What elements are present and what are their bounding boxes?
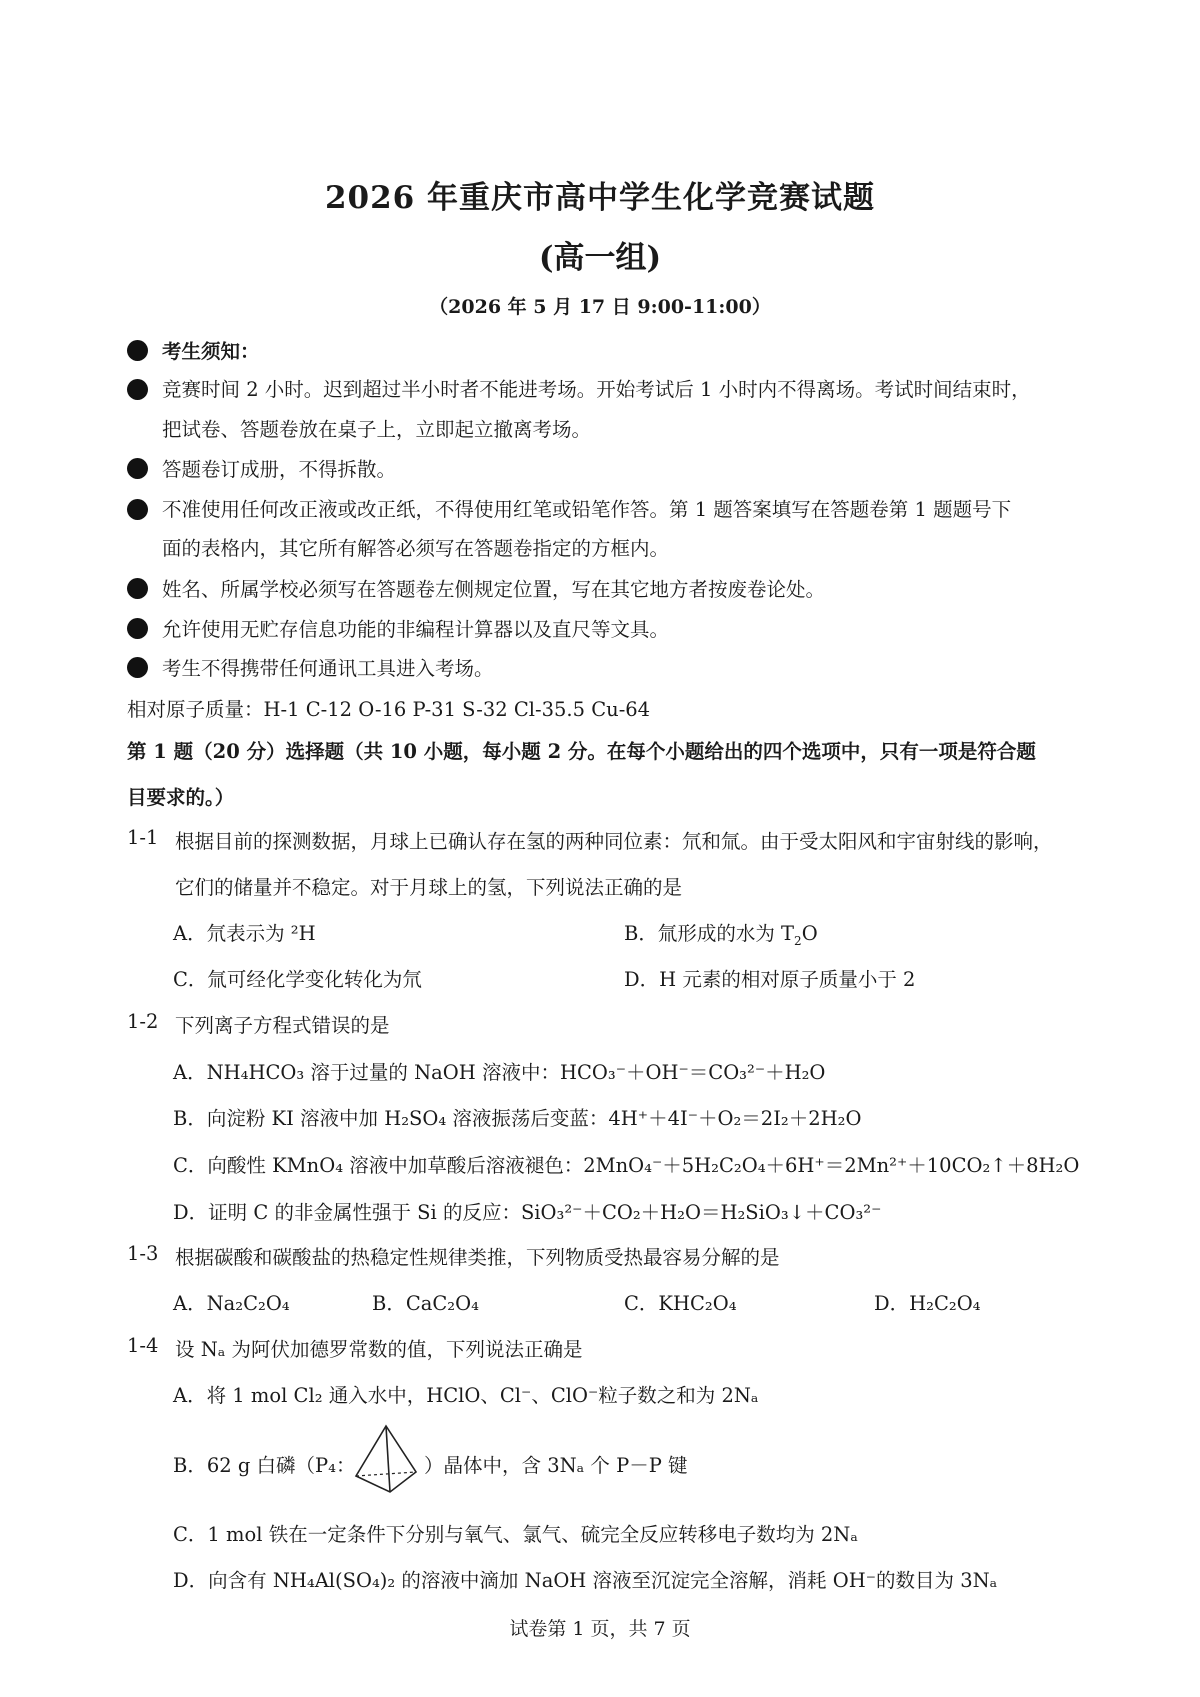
exam-date: （2026 年 5 月 17 日 9:00-11:00） (429, 296, 771, 318)
bullet-icon (127, 340, 148, 361)
q1-2-option-a: A．NH₄HCO₃ 溶于过量的 NaOH 溶液中：HCO₃⁻＋OH⁻＝CO₃²⁻＋H₂O (173, 1061, 826, 1084)
q1-3-option-c: C．KHC₂O₄ (624, 1292, 737, 1315)
notice-item-1-line-1: 竞赛时间 2 小时。迟到超过半小时者不能进考场。开始考试后 1 小时内不得离场。考试时间结束时， (162, 378, 1031, 401)
q1-1-option-c: C．氚可经化学变化转化为氘 (173, 968, 422, 991)
exam-title: 2026 年重庆市高中学生化学竞赛试题 (324, 180, 876, 216)
notice-item-2: 答题卷订成册，不得拆散。 (162, 458, 397, 481)
q1-2-option-c: C．向酸性 KMnO₄ 溶液中加草酸后溶液褪色：2MnO₄⁻＋5H₂C₂O₄＋6H⁺＝2Mn²⁺＋10CO₂↑＋8H₂O (173, 1154, 1080, 1177)
q1-4-option-a: A．将 1 mol Cl₂ 通入水中，HClO、Cl⁻、ClO⁻粒子数之和为 2Nₐ (173, 1384, 759, 1407)
bullet-icon (127, 657, 148, 678)
notice-heading: 考生须知： (162, 340, 260, 363)
notice-item-3-line-1: 不准使用任何改正液或改正纸，不得使用红笔或铅笔作答。第 1 题答案填写在答题卷第 1 题题号下 (162, 498, 1012, 521)
question-number: 1-1 (127, 826, 159, 849)
notice-item-6: 考生不得携带任何通讯工具进入考场。 (162, 657, 494, 680)
q1-1-stem-line-2: 它们的储量并不稳定。对于月球上的氢，下列说法正确的是 (175, 876, 683, 899)
q1-3-option-a: A．Na₂C₂O₄ (173, 1292, 290, 1315)
q1-1-option-a: A．氘表示为 ²H (173, 922, 316, 945)
q1-3-option-d: D．H₂C₂O₄ (874, 1292, 981, 1315)
q1-3-stem: 根据碳酸和碳酸盐的热稳定性规律类推，下列物质受热最容易分解的是 (175, 1246, 780, 1269)
q1-1-stem-line-1: 根据目前的探测数据，月球上已确认存在氢的两种同位素：氘和氚。由于受太阳风和宇宙射线的影响， (175, 830, 1053, 853)
q1-2-option-d: D．证明 C 的非金属性强于 Si 的反应：SiO₃²⁻＋CO₂＋H₂O＝H₂SiO₃↓＋CO₃²⁻ (173, 1201, 882, 1224)
q1-3-option-b: B．CaC₂O₄ (372, 1292, 479, 1315)
bullet-icon (127, 458, 148, 479)
bullet-icon (127, 379, 148, 400)
atomic-masses: 相对原子质量：H-1 C-12 O-16 P-31 S-32 Cl-35.5 Cu-64 (127, 698, 651, 721)
q1-4-option-b-start: B．62 g 白磷（P₄： (173, 1454, 356, 1477)
bullet-icon (127, 578, 148, 599)
bullet-icon (127, 618, 148, 639)
q1-1-option-b-end: O (801, 922, 818, 945)
q1-2-option-b: B．向淀粉 KI 溶液中加 H₂SO₄ 溶液振荡后变蓝：4H⁺＋4I⁻＋O₂＝2I₂＋2H₂O (173, 1107, 862, 1130)
q1-4-option-c: C．1 mol 铁在一定条件下分别与氧气、氯气、硫完全反应转移电子数均为 2Nₐ (173, 1523, 858, 1546)
q1-2-stem: 下列离子方程式错误的是 (175, 1014, 390, 1037)
q1-1-option-b-text: B．氚形成的水为 T (624, 922, 795, 945)
notice-item-3-line-2: 面的表格内，其它所有解答必须写在答题卷指定的方框内。 (162, 537, 670, 560)
exam-group: (高一组) (538, 240, 662, 276)
q1-4-option-d: D．向含有 NH₄Al(SO₄)₂ 的溶液中滴加 NaOH 溶液至沉淀完全溶解，消耗 OH⁻的数目为 3Nₐ (173, 1569, 998, 1592)
question-number: 1-4 (127, 1334, 159, 1357)
q1-4-option-b-end: ）晶体中，含 3Nₐ 个 P－P 键 (424, 1454, 688, 1477)
page-footer: 试卷第 1 页，共 7 页 (509, 1618, 691, 1640)
question-number: 1-3 (127, 1242, 159, 1265)
question-number: 1-2 (127, 1010, 159, 1033)
q1-1-option-b (624, 918, 818, 948)
notice-item-5: 允许使用无贮存信息功能的非编程计算器以及直尺等文具。 (162, 618, 670, 641)
notice-item-1-line-2: 把试卷、答题卷放在桌子上，立即起立撤离考场。 (162, 418, 592, 441)
section1-line-1: 第 1 题（20 分）选择题（共 10 小题，每小题 2 分。在每个小题给出的四个选项中，只有一项是符合题 (127, 740, 1036, 763)
notice-item-4: 姓名、所属学校必须写在答题卷左侧规定位置，写在其它地方者按废卷论处。 (162, 578, 826, 601)
q1-1-option-b-sub: 2 (794, 933, 802, 948)
section1-line-2: 目要求的。） (127, 786, 235, 809)
white-phosphorus-tetrahedron-icon (352, 1424, 420, 1496)
q1-1-option-d: D．H 元素的相对原子质量小于 2 (624, 968, 916, 991)
q1-4-stem: 设 Nₐ 为阿伏加德罗常数的值，下列说法正确是 (175, 1338, 583, 1361)
bullet-icon (127, 499, 148, 520)
